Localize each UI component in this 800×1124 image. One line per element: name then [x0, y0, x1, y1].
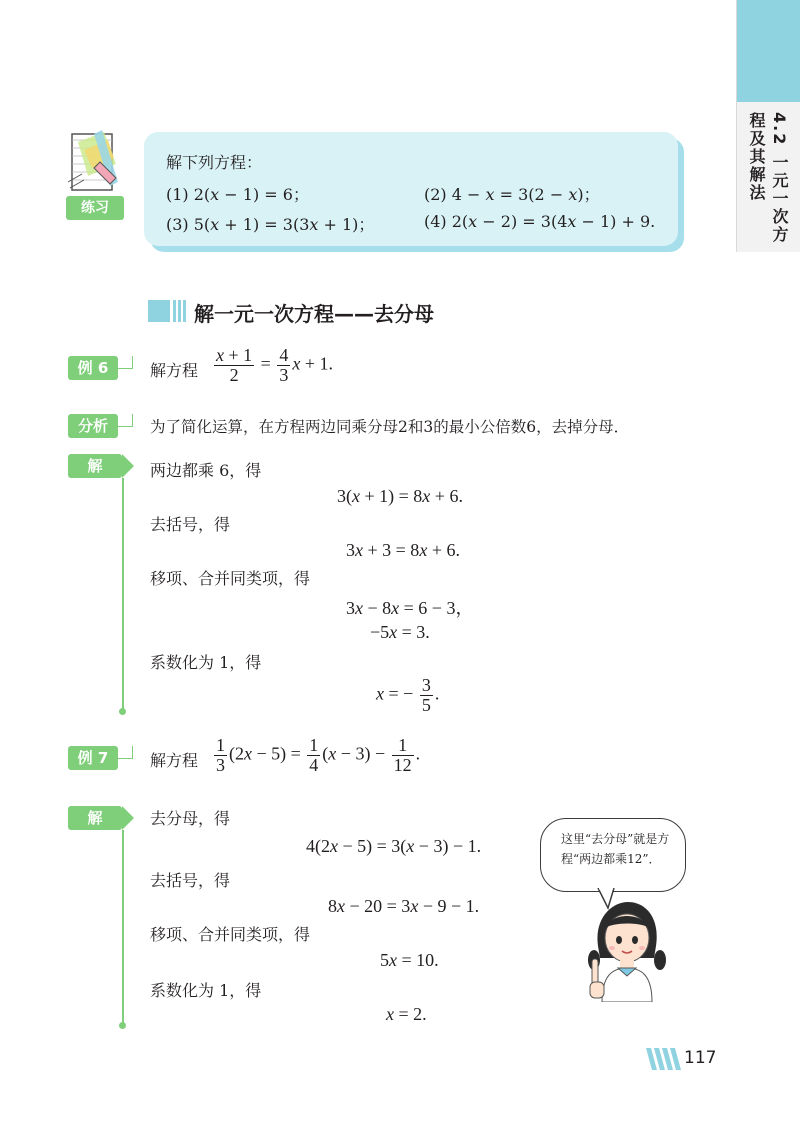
example-6-equation: $\frac{x + 1}{2}$ = $\frac{4}{3}$ x + 1.	[216, 345, 333, 385]
solution-6-end-dot	[119, 708, 126, 715]
speech-bubble	[540, 818, 686, 892]
section-heading-bars-icon	[148, 300, 186, 322]
practice-badge: 练习	[66, 196, 124, 220]
girl-illustration-icon	[584, 898, 670, 1002]
practice-problem-2: (2) 4 − x = 3(2 − x)；	[424, 185, 600, 204]
practice-instruction: 解下列方程：	[166, 153, 263, 172]
solution-7-badge: 解	[68, 806, 122, 830]
example-6-eq-4: −5x = 3.	[370, 622, 430, 642]
example-6-eq-3: 3x − 8x = 6 − 3，	[346, 598, 474, 618]
section-title: 解一元一次方程——去分母	[194, 302, 434, 326]
solution-arrow	[122, 454, 134, 478]
practice-problem-3: (3) 5(x + 1) = 3(3x + 1)；	[166, 215, 375, 234]
example-6-step-1: 两边都乘 6，得	[150, 461, 262, 480]
badge-connector	[118, 356, 133, 369]
page-number-stripes-icon	[646, 1048, 682, 1070]
example-7-badge: 例 7	[68, 746, 118, 770]
side-tab-title: 4.2 一元一次方程及其解法	[747, 112, 789, 244]
example-7-eq-1: 4(2x − 5) = 3(x − 3) − 1.	[306, 836, 482, 856]
analysis-text: 为了简化运算，在方程两边同乘分母2和3的最小公倍数6，去掉分母．	[150, 418, 630, 436]
example-6-step-4: 系数化为 1，得	[150, 653, 262, 672]
example-7-prompt: 解方程	[150, 751, 199, 770]
example-7-equation: $\frac{1}{3}$ (2x − 5) = $\frac{1}{4}$ (x − 3) − $\frac{1}{12}$ .	[216, 735, 421, 775]
example-6-badge: 例 6	[68, 356, 118, 380]
example-7-step-4: 系数化为 1，得	[150, 981, 262, 1000]
solution-6-badge: 解	[68, 454, 122, 478]
example-7-eq-3: 5x = 10.	[380, 950, 439, 970]
solution-arrow	[122, 806, 134, 830]
example-6-prompt: 解方程	[150, 361, 199, 380]
example-6-eq-2: 3x + 3 = 8x + 6.	[346, 540, 460, 560]
analysis-badge: 分析	[68, 414, 118, 438]
example-6-eq-1: 3(x + 1) = 8x + 6.	[337, 486, 463, 506]
solution-7-end-dot	[119, 1022, 126, 1029]
example-6-step-2: 去括号，得	[150, 515, 231, 534]
practice-problem-1: (1) 2(x − 1) = 6；	[166, 185, 309, 204]
practice-problem-4: (4) 2(x − 2) = 3(4x − 1) + 9.	[424, 212, 656, 231]
example-7-step-3: 移项、合并同类项，得	[150, 925, 311, 944]
solution-7-line	[122, 830, 124, 1026]
example-6-step-3: 移项、合并同类项，得	[150, 569, 311, 588]
example-7-eq-2: 8x − 20 = 3x − 9 − 1.	[328, 896, 480, 916]
badge-connector	[118, 746, 133, 759]
example-7-step-2: 去括号，得	[150, 871, 231, 890]
example-7-answer: x = 2.	[386, 1004, 427, 1024]
practice-box	[144, 132, 678, 246]
example-7-step-1: 去分母，得	[150, 809, 231, 828]
page-number: 117	[684, 1048, 717, 1068]
solution-6-line	[122, 478, 124, 710]
badge-connector	[118, 414, 133, 427]
example-6-answer: x = − $\frac{3}{5}$ .	[376, 675, 440, 715]
speech-bubble-text: 这里“去分母”就是方程“两边都乘12”．	[561, 832, 670, 866]
chapter-side-tab	[736, 0, 800, 252]
side-tab-color-bar	[737, 0, 800, 102]
